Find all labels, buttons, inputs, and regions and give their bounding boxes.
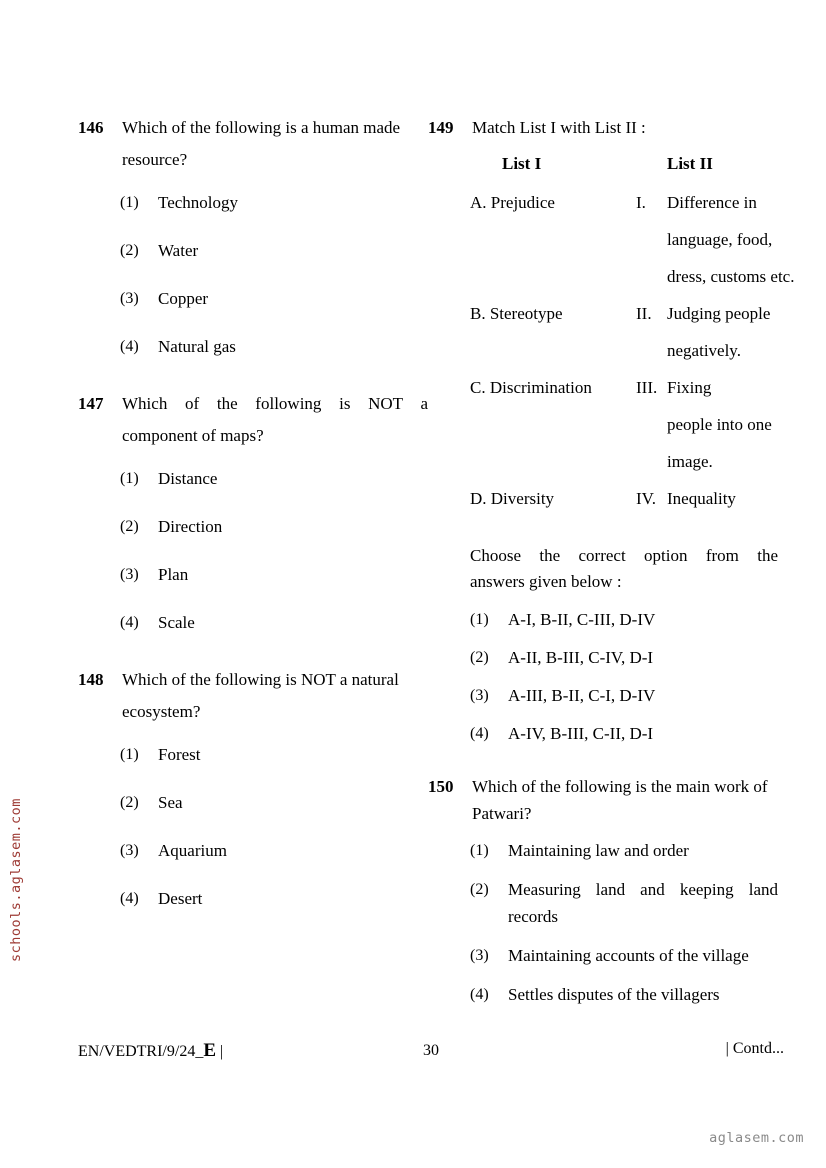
question-149-text: Match List I with List II : (472, 118, 646, 137)
option-item[interactable] (120, 610, 428, 636)
option-item[interactable] (120, 838, 428, 864)
option-item[interactable] (470, 837, 778, 864)
match-list-table (428, 154, 795, 517)
option-marker: (3) (470, 947, 489, 964)
option-item[interactable] (120, 790, 428, 816)
option-label: Maintaining accounts of the village (508, 946, 749, 965)
option-marker: (1) (470, 611, 489, 628)
option-marker: (1) (470, 842, 489, 859)
option-marker: (4) (120, 890, 139, 907)
question-148-options (78, 742, 428, 912)
question-150 (428, 773, 778, 1008)
list-2-marker: III. (636, 378, 658, 397)
list-1-header: List I (502, 154, 542, 173)
option-label: Maintaining law and order (508, 841, 689, 860)
question-148-text: Which of the following is NOT a natural ecosystem? (122, 670, 399, 721)
option-label: Scale (158, 613, 195, 632)
option-label: Natural gas (158, 337, 236, 356)
option-label: Desert (158, 889, 203, 908)
question-150-number: 150 (428, 777, 454, 796)
option-marker: (4) (470, 986, 489, 1003)
side-watermark: schools.aglasem.com (8, 798, 24, 962)
option-item[interactable] (470, 876, 778, 930)
option-label: Sea (158, 793, 183, 812)
question-146-stem (78, 112, 428, 176)
question-147-stem (78, 388, 428, 452)
right-column (428, 112, 795, 1020)
option-item[interactable] (120, 514, 428, 540)
question-148-stem (78, 664, 428, 728)
option-item[interactable] (470, 683, 778, 709)
set-code: E (203, 1040, 217, 1061)
option-item[interactable] (470, 981, 778, 1008)
option-label: Technology (158, 193, 239, 212)
list-2-item: Judging people negatively. (667, 304, 771, 360)
question-146-number: 146 (78, 118, 104, 137)
page-number: 30 (423, 1042, 439, 1059)
question-149-stem (428, 112, 778, 144)
option-label: A-II, B-III, C-IV, D-I (508, 648, 654, 667)
list-1-item: A. Prejudice (470, 193, 555, 212)
option-marker: (2) (470, 649, 489, 666)
question-147-text: Which of the following is NOT a component of maps? (122, 394, 428, 445)
page-footer (78, 1040, 784, 1066)
list-2-marker: II. (636, 304, 652, 323)
option-marker: (1) (120, 470, 139, 487)
option-marker: (4) (120, 338, 139, 355)
question-146-options (78, 190, 428, 360)
option-marker: (3) (120, 566, 139, 583)
list-2-marker: I. (636, 193, 646, 212)
question-149 (428, 112, 795, 747)
list-2-item: Difference in language, food, dress, customs etc. (667, 193, 795, 286)
list-1-item: C. Discrimination (470, 378, 592, 397)
corner-watermark: aglasem.com (709, 1130, 804, 1146)
option-marker: (4) (470, 725, 489, 742)
question-148-number: 148 (78, 670, 104, 689)
list-1-item: B. Stereotype (470, 304, 563, 323)
paper-code-suffix: | (216, 1043, 224, 1060)
option-item[interactable] (470, 607, 778, 633)
question-147 (78, 388, 428, 636)
option-item[interactable] (120, 286, 428, 312)
match-row (470, 369, 778, 480)
paper-code-text: EN/VEDTRI/9/24_ (78, 1043, 204, 1060)
option-label: Water (158, 241, 199, 260)
option-label: Aquarium (158, 841, 227, 860)
option-item[interactable] (120, 334, 428, 360)
option-marker: (1) (120, 746, 139, 763)
match-row (470, 480, 778, 517)
option-marker: (2) (120, 242, 139, 259)
option-item[interactable] (120, 238, 428, 264)
choose-instruction: Choose the correct option from the answers given below : (470, 546, 778, 591)
option-item[interactable] (120, 190, 428, 216)
option-item[interactable] (120, 466, 428, 492)
question-147-number: 147 (78, 394, 104, 413)
match-row (470, 184, 795, 295)
question-150-stem (428, 773, 778, 827)
option-marker: (3) (120, 290, 139, 307)
option-label: Measuring land and keeping land records (508, 880, 778, 926)
list-2-header: List II (667, 154, 713, 173)
continued-label: | Contd... (725, 1040, 784, 1057)
question-149-options (428, 607, 778, 747)
question-149-number: 149 (428, 118, 454, 137)
option-item[interactable] (120, 886, 428, 912)
question-146 (78, 112, 428, 360)
list-2-item: Inequality (667, 489, 736, 508)
question-148 (78, 664, 428, 912)
option-label: A-IV, B-III, C-II, D-I (508, 724, 654, 743)
list-1-item: D. Diversity (470, 489, 555, 508)
option-marker: (3) (120, 842, 139, 859)
question-150-options (428, 837, 778, 1008)
option-item[interactable] (470, 942, 778, 969)
option-label: Plan (158, 565, 189, 584)
option-label: Settles disputes of the villagers (508, 985, 720, 1004)
option-label: A-III, B-II, C-I, D-IV (508, 686, 656, 705)
option-label: Distance (158, 469, 218, 488)
option-marker: (2) (120, 794, 139, 811)
option-item[interactable] (470, 721, 778, 747)
option-marker: (1) (120, 194, 139, 211)
match-list-headers (470, 154, 778, 184)
question-150-text: Which of the following is the main work of Patwari? (472, 777, 768, 823)
option-item[interactable] (120, 742, 428, 768)
option-marker: (2) (470, 881, 489, 898)
question-147-options (78, 466, 428, 636)
question-146-text: Which of the following is a human made resource? (122, 118, 401, 169)
list-2-item: Fixing people into one image. (667, 378, 772, 471)
option-label: A-I, B-II, C-III, D-IV (508, 610, 656, 629)
option-item[interactable] (470, 645, 778, 671)
option-label: Copper (158, 289, 209, 308)
option-label: Direction (158, 517, 223, 536)
match-row (470, 295, 778, 369)
option-marker: (2) (120, 518, 139, 535)
option-item[interactable] (120, 562, 428, 588)
left-column (78, 112, 428, 934)
option-label: Forest (158, 745, 201, 764)
option-marker: (3) (470, 687, 489, 704)
list-2-marker: IV. (636, 489, 656, 508)
option-marker: (4) (120, 614, 139, 631)
